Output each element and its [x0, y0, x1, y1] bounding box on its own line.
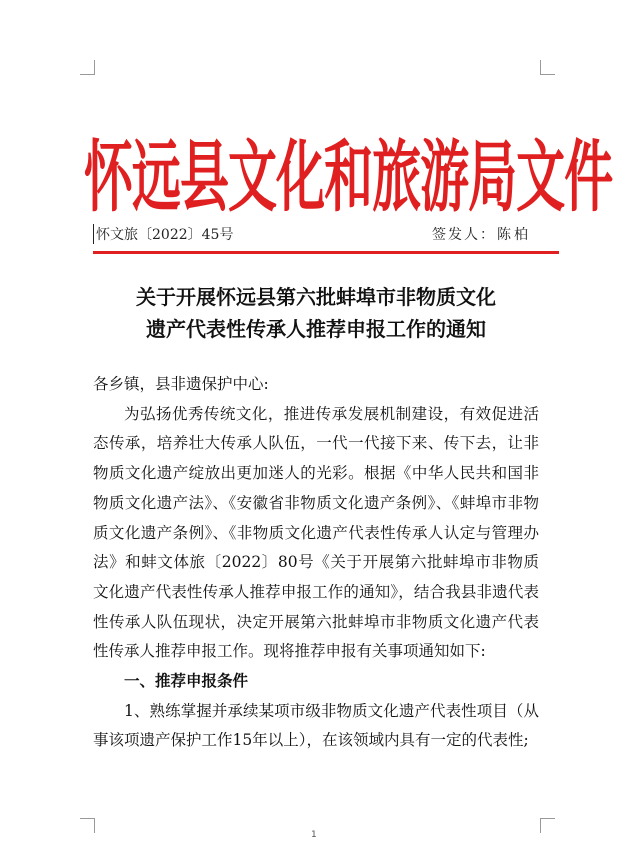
notice-title-line-1: 关于开展怀远县第六批蚌埠市非物质文化 — [136, 285, 496, 309]
notice-title-line-2: 遗产代表性传承人推荐申报工作的通知 — [146, 317, 486, 341]
crop-mark-top-left — [80, 60, 95, 75]
section-heading-1: 一、推荐申报条件 — [124, 672, 249, 691]
page-number: 1 — [311, 830, 317, 840]
condition-item-1: 1、熟练掌握并承续某项市级非物质文化遗产代表性项目（从事该项遗产保护工作15年以上），在该领域内具有一定的代表性; — [93, 701, 539, 750]
document-body — [93, 370, 539, 756]
crop-mark-top-right — [540, 60, 555, 75]
signer-label: 签发人： — [432, 227, 496, 243]
document-header-title: 怀远县文化和旅游局文件 — [84, 130, 613, 223]
crop-mark-bottom-left — [80, 818, 95, 833]
document-number: 怀文旅〔2022〕45号 — [93, 224, 233, 244]
body-paragraph-1: 为弘扬优秀传统文化，推进传承发展机制建设，有效促进活态传承，培养壮大传承人队伍，一代一代接下来、传下去，让非物质文化遗产绽放出更加迷人的光彩。根据《中华人民共和国非物质文化遗产法》、《安徽省非物质文化遗产条例》、《蚌埠市非物质文化遗产条例》、《非物质文化遗产代表性传承人认定与管理办法》和蚌文体旅〔2022〕80号《关于开展第六批蚌埠市非物质文化遗产代表性传承人推荐申报工作的通知》，结合我县非遗代表性传承人队伍现状，决定开展第六批蚌埠市非物质文化遗产代表性传承人推荐申报工作。现将推荐申报有关事项通知如下: — [93, 404, 539, 661]
notice-title — [93, 281, 539, 345]
salutation: 各乡镇，县非遗保护中心: — [93, 375, 269, 393]
red-separator-line — [93, 251, 559, 254]
signer-name: 陈柏 — [497, 227, 531, 243]
crop-mark-bottom-right — [540, 818, 555, 833]
